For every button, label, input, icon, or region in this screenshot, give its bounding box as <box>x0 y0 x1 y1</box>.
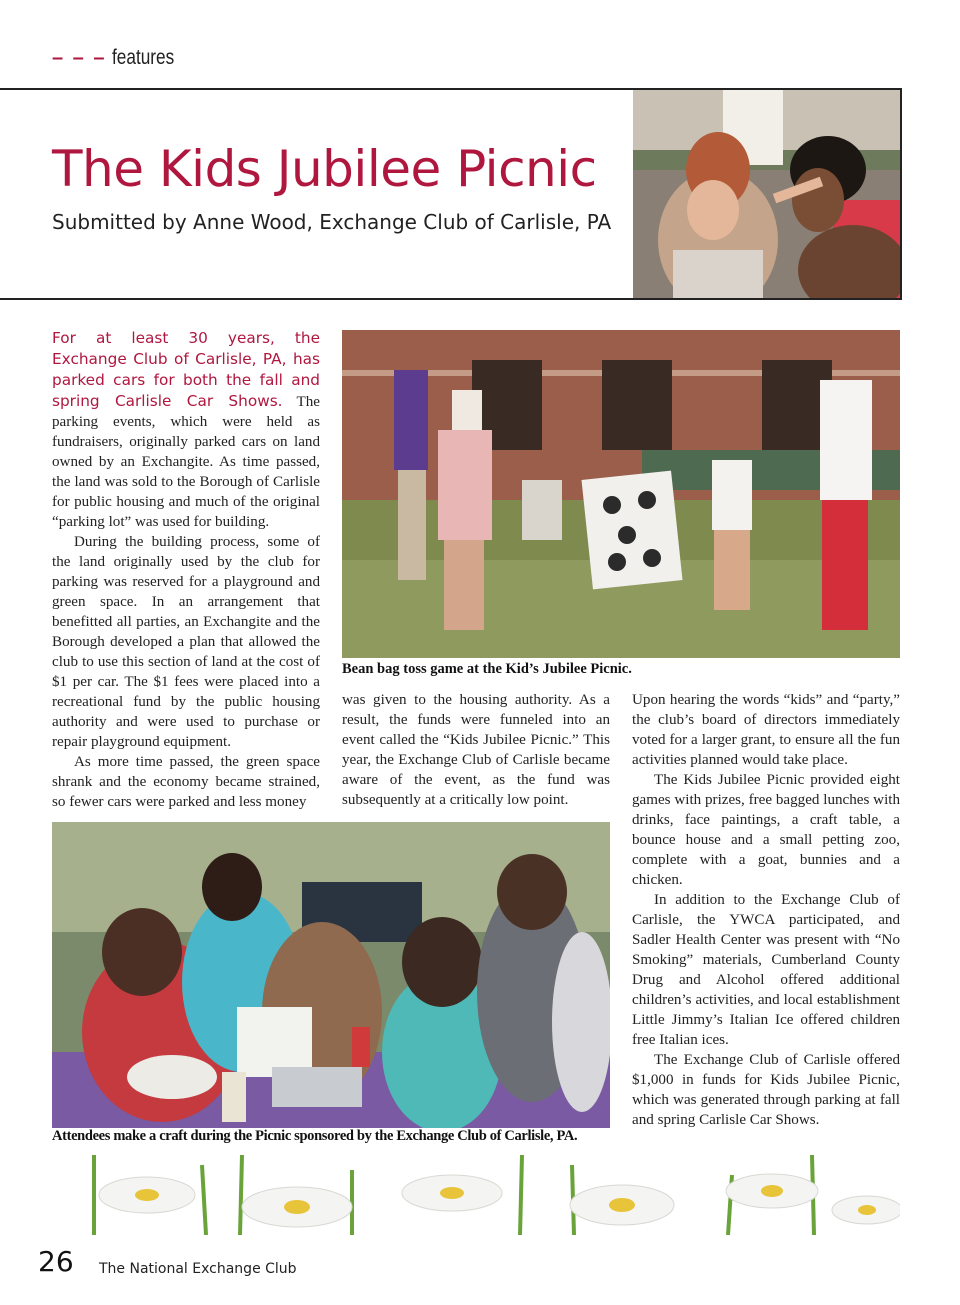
craft-table-photo <box>52 822 610 1128</box>
article-column-1 <box>52 328 320 812</box>
paragraph: The Kids Jubilee Picnic provided eight games with prizes, free bagged lunches with drinks, face paintings, a craft table, a bounce house and a small petting zoo, complete with a goat, bunnies and a chicken. <box>632 772 900 888</box>
bean-bag-caption: Bean bag toss game at the Kid’s Jubilee Picnic. <box>342 661 632 677</box>
publication-name: The National Exchange Club <box>99 1261 297 1277</box>
section-dashes: – – – <box>52 46 107 69</box>
section-tag <box>52 44 188 72</box>
article-column-2 <box>342 690 610 810</box>
section-label: features <box>112 46 175 69</box>
paragraph: As more time passed, the green space shrank and the economy became strained, so fewer cars were parked and less money <box>52 754 320 810</box>
lead-text: For at least 30 years, the Exchange Club of Carlisle, PA, has parked cars for both the fall and spring Carlisle Car Shows. <box>52 329 320 410</box>
paragraph: The Exchange Club of Carlisle offered $1,000 in funds for Kids Jubilee Picnic, which was generated through parking at fall and spring Carlisle Car Shows. <box>632 1052 900 1128</box>
bean-bag-toss-photo <box>342 330 900 658</box>
article-column-3 <box>632 690 900 1130</box>
article-byline: Submitted by Anne Wood, Exchange Club of Carlisle, PA <box>52 210 612 234</box>
paragraph: Upon hearing the words “kids” and “party,” the club’s board of directors immediately voted for a larger grant, to ensure all the fun activities planned would take place. <box>632 692 900 768</box>
page-number: 26 <box>38 1245 74 1278</box>
face-painting-photo <box>633 90 900 298</box>
paragraph-text: The parking events, which were held as fundraisers, originally parked cars on land owned by an Exchangite. As time passed, the land was sold to the Borough of Carlisle for public housing and much of the original “parking lot” was used for building. <box>52 394 320 530</box>
paragraph <box>52 328 320 532</box>
paragraph: was given to the housing authority. As a result, the funds were funneled into an event called the “Kids Jubilee Picnic.” This year, the Exchange Club of Carlisle became aware of the event, as the fund was subsequently at a critically low point. <box>342 692 610 808</box>
paragraph: During the building process, some of the land originally used by the club for parking was reserved for a playground and green space. In an arrangement that benefitted all parties, an Exchangite and the Borough developed a plan that allowed the club to use this section of land at the cost of $1 per car. The $1 fees were placed into a recreational fund by the public housing authority and were used to purchase or repair playground equipment. <box>52 534 320 750</box>
daisy-flowers-decoration <box>52 1155 900 1235</box>
paragraph: In addition to the Exchange Club of Carlisle, the YWCA participated, and Sadler Health Center was present with “No Smoking” materials, Cumberland County Drug and Alcohol offered additional children’s activities, and local establishment Little Jimmy’s Italian Ice offered children free Italian ices. <box>632 892 900 1048</box>
craft-caption: Attendees make a craft during the Picnic sponsored by the Exchange Club of Carlisle, PA. <box>52 1128 578 1144</box>
article-title: The Kids Jubilee Picnic <box>52 140 597 198</box>
